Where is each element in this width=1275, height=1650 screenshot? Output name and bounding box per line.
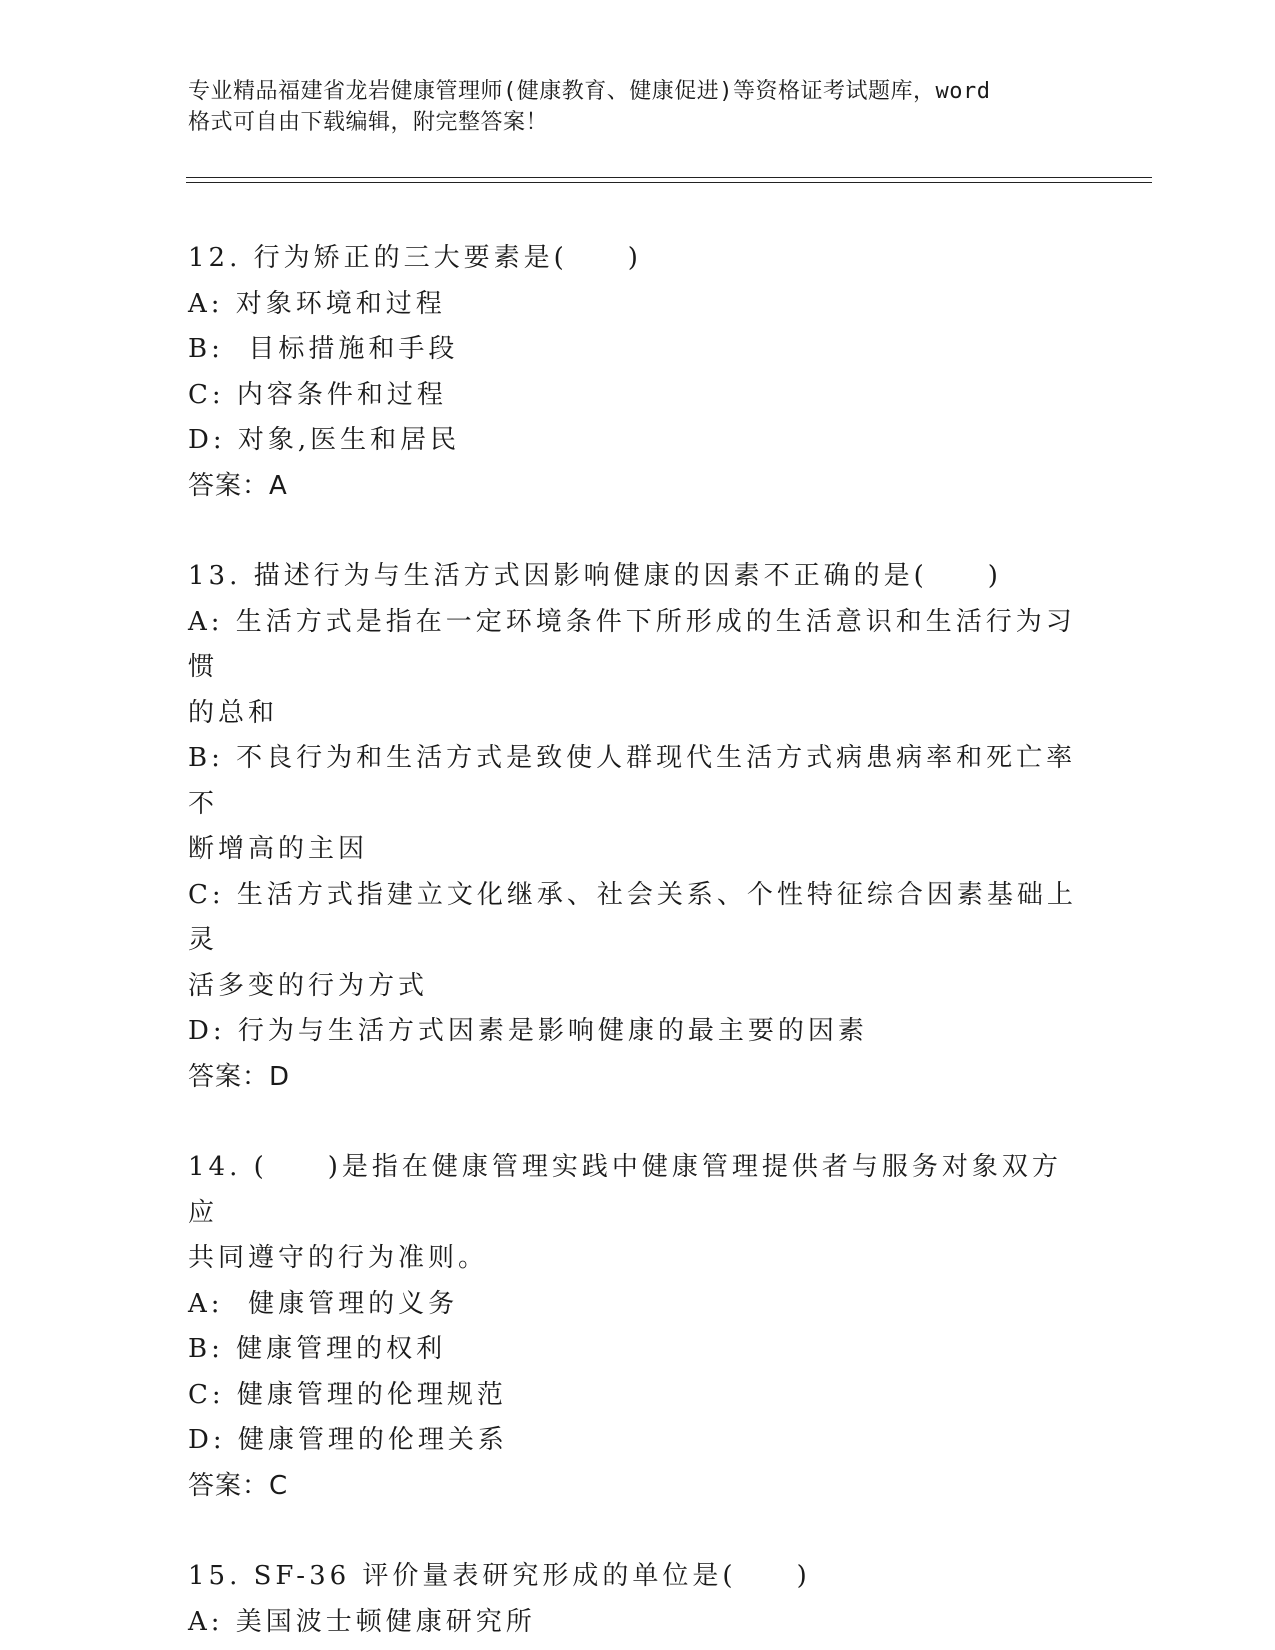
answer: 答案：D: [188, 1061, 291, 1092]
question-stem: 15. SF-36 评价量表研究形成的单位是( ): [188, 1561, 811, 1591]
option-b: B: 健康管理的权利: [188, 1334, 447, 1364]
spacer: [188, 1100, 1088, 1145]
option-a: A: 健康管理的义务: [188, 1288, 459, 1319]
question-14: [188, 1145, 1088, 1509]
option-b: B: 目标措施和手段: [188, 334, 459, 364]
option-a: A: 生活方式是指在一定环境条件下所形成的生活意识和生活行为习惯: [188, 606, 1076, 682]
question-stem: 14. ( )是指在健康管理实践中健康管理提供者与服务对象双方应: [188, 1152, 1062, 1228]
document-header: [188, 76, 1068, 138]
spacer: [188, 509, 1088, 554]
spacer: [188, 1509, 1088, 1554]
question-stem: 12. 行为矫正的三大要素是( ): [188, 243, 642, 273]
question-list: [188, 236, 1088, 1645]
option-c: C: 生活方式指建立文化继承、社会关系、个性特征综合因素基础上灵: [188, 879, 1077, 955]
header-divider-bottom: [186, 182, 1152, 183]
header-divider-top: [186, 177, 1152, 178]
option-b-cont: 断增高的主因: [188, 834, 369, 864]
question-stem: 13. 描述行为与生活方式因影响健康的因素不正确的是( ): [188, 561, 1002, 591]
answer: 答案：C: [188, 1470, 289, 1501]
option-c: C: 健康管理的伦理规范: [188, 1379, 507, 1410]
option-a: A: 对象环境和过程: [188, 288, 446, 319]
question-12: [188, 236, 1088, 509]
question-13: [188, 554, 1088, 1100]
option-a: A: 美国波士顿健康研究所: [188, 1606, 536, 1637]
option-c-cont: 活多变的行为方式: [188, 970, 429, 1001]
option-a-cont: 的总和: [188, 697, 279, 728]
option-b: B: 不良行为和生活方式是致使人群现代生活方式病患病率和死亡率不: [188, 743, 1077, 819]
answer: 答案：A: [188, 470, 288, 501]
question-15: [188, 1554, 1088, 1645]
header-line-2: 格式可自由下载编辑，附完整答案！: [188, 110, 549, 135]
option-d: D: 对象,医生和居民: [188, 425, 461, 455]
option-d: D: 行为与生活方式因素是影响健康的最主要的因素: [188, 1016, 868, 1046]
question-stem-cont: 共同遵守的行为准则。: [188, 1243, 489, 1273]
header-line-1: 专业精品福建省龙岩健康管理师(健康教育、健康促进)等资格证考试题库，word: [188, 79, 991, 104]
option-d: D: 健康管理的伦理关系: [188, 1425, 508, 1455]
option-c: C: 内容条件和过程: [188, 379, 447, 410]
